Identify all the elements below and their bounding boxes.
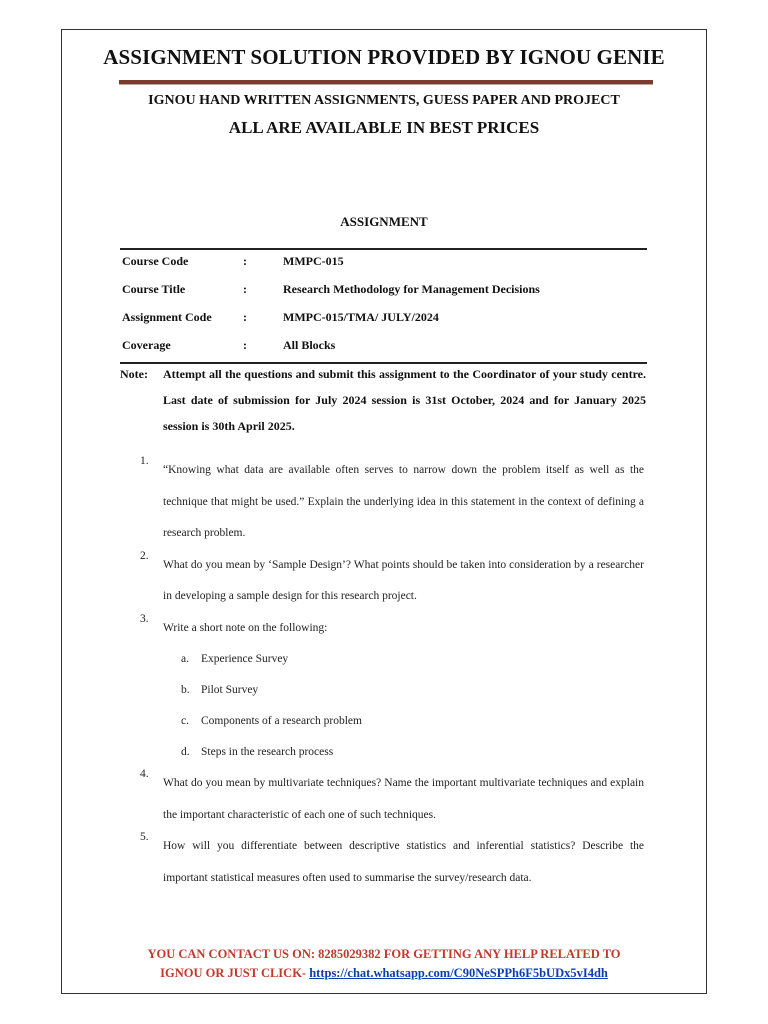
info-separator: : (243, 310, 247, 324)
question-3 (140, 613, 644, 769)
question-4 (140, 768, 644, 831)
subitem-b (181, 675, 644, 706)
course-code-row (120, 250, 647, 278)
course-title-row (120, 278, 647, 306)
info-separator: : (243, 282, 247, 296)
subitem-letter: a. (181, 653, 189, 665)
subitem-letter: b. (181, 684, 190, 696)
info-separator: : (243, 338, 247, 352)
question-list (140, 455, 644, 894)
question-text: Write a short note on the following: (163, 621, 328, 634)
note-text: Attempt all the questions and submit this assignment to the Coordinator of your study centre. Last date of submission for July 2024 session is 31st October, 2024 and for January 2025 session is 30th April 2025. (163, 367, 646, 433)
subitem-letter: d. (181, 746, 190, 758)
assignment-code-row (120, 306, 647, 334)
banner-subtitle-line2: ALL ARE AVAILABLE IN BEST PRICES (228, 118, 540, 137)
question-number: 3. (140, 612, 149, 625)
coverage-row (120, 334, 647, 362)
question-number: 5. (140, 831, 149, 843)
footer-line1: YOU CAN CONTACT US ON: 8285029382 FOR GETTING ANY HELP RELATED TO (147, 947, 621, 961)
question-number: 1. (140, 455, 149, 467)
question-text: What do you mean by multivariate techniques? Name the important multivariate techniques and explain the important characteristic of each one of such techniques. (163, 777, 644, 821)
info-label: Course Code (122, 254, 189, 268)
subitem-text: Components of a research problem (201, 715, 362, 727)
document-page (61, 29, 707, 994)
question-text: “Knowing what data are available often serves to narrow down the problem itself as well as the technique that might be used.” Explain the underlying idea in this statement in the context of defining a research problem. (163, 464, 644, 539)
course-info-table (120, 248, 647, 364)
info-value: MMPC-015/TMA/ JULY/2024 (283, 310, 439, 324)
subitem-letter: c. (181, 715, 189, 727)
note-label: Note: (120, 367, 148, 381)
subitem-text: Pilot Survey (201, 684, 259, 696)
question-1 (140, 455, 644, 550)
info-value: Research Methodology for Management Decisions (283, 282, 540, 296)
whatsapp-link[interactable]: https://chat.whatsapp.com/C90NeSPPh6F5bUDx5vI4dh (309, 966, 608, 980)
question-5 (140, 831, 644, 894)
subitem-text: Experience Survey (201, 653, 289, 665)
subitem-text: Steps in the research process (201, 746, 334, 758)
question-number: 4. (140, 768, 149, 780)
banner-divider (119, 80, 653, 85)
subitem-c (181, 706, 644, 737)
info-value: All Blocks (283, 338, 336, 352)
subitem-d (181, 737, 644, 768)
info-label: Coverage (122, 338, 171, 352)
question-text: How will you differentiate between descriptive statistics and inferential statistics? Describe the important statistical measures often used to summarise the survey/research data. (163, 840, 644, 884)
banner-subtitle-line1: IGNOU HAND WRITTEN ASSIGNMENTS, GUESS PAPER AND PROJECT (148, 93, 620, 108)
assignment-heading: ASSIGNMENT (340, 214, 428, 229)
info-label: Assignment Code (122, 310, 212, 324)
info-value: MMPC-015 (283, 254, 344, 268)
footer-line2 (62, 964, 706, 983)
question-2 (140, 550, 644, 613)
footer-line2-prefix: IGNOU OR JUST CLICK- (160, 966, 310, 980)
subitem-a (181, 644, 644, 675)
info-separator: : (243, 254, 247, 268)
submission-note (120, 361, 646, 439)
question-number: 2. (140, 549, 149, 562)
question-text: What do you mean by ‘Sample Design’? What points should be taken into consideration by a researcher in developing a sample design for this research project. (163, 558, 644, 602)
contact-footer (62, 945, 706, 983)
info-label: Course Title (122, 282, 186, 296)
banner-title: ASSIGNMENT SOLUTION PROVIDED BY IGNOU GENIE (103, 45, 665, 69)
